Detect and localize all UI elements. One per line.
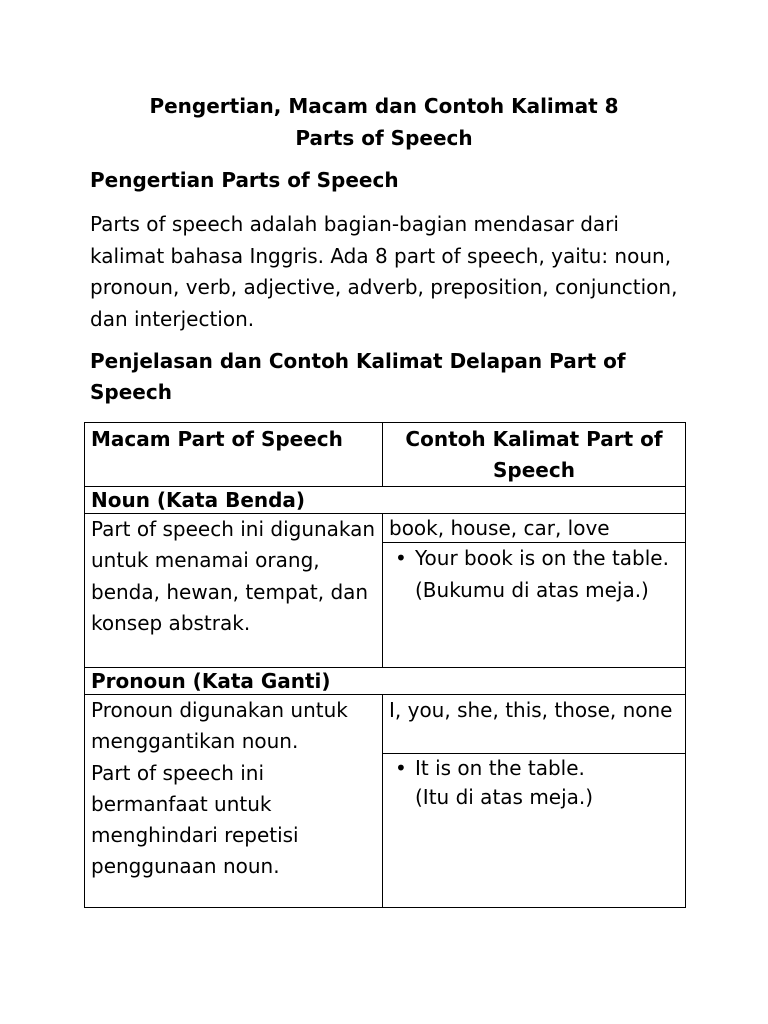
table-header-type: Macam Part of Speech bbox=[85, 423, 383, 487]
description-cell-pronoun bbox=[85, 695, 383, 908]
list-item bbox=[415, 754, 679, 812]
table-header-row bbox=[85, 423, 686, 487]
document-title-line-1: Pengertian, Macam dan Contoh Kalimat 8 bbox=[149, 94, 619, 118]
table-row bbox=[85, 514, 686, 543]
table-header-example: Contoh Kalimat Part of Speech bbox=[383, 423, 686, 487]
parts-of-speech-table bbox=[84, 422, 686, 908]
document-title bbox=[90, 90, 678, 154]
description-cell-noun: Part of speech ini digunakan untuk menamai orang, benda, hewan, tempat, dan konsep abstrak. bbox=[85, 514, 383, 668]
example-cell-noun bbox=[383, 543, 686, 668]
section-title-noun: Noun (Kata Benda) bbox=[85, 487, 686, 514]
example-translation: (Bukumu di atas meja.) bbox=[415, 577, 649, 602]
example-sentence: • Your book is on the table. bbox=[415, 546, 669, 570]
example-translation: (Itu di atas meja.) bbox=[415, 785, 594, 809]
example-list bbox=[389, 543, 679, 606]
list-item bbox=[415, 543, 679, 606]
description-line: Part of speech ini bermanfaat untuk menghindari repetisi penggunaan noun. bbox=[91, 760, 299, 879]
description-line: Pronoun digunakan untuk menggantikan noun. bbox=[91, 698, 348, 754]
section-heading-explanation: Penjelasan dan Contoh Kalimat Delapan Part of Speech bbox=[90, 349, 626, 404]
section-title-pronoun: Pronoun (Kata Ganti) bbox=[85, 668, 686, 695]
words-cell-noun: book, house, car, love bbox=[383, 514, 686, 543]
table-section-row bbox=[85, 487, 686, 514]
example-sentence: • It is on the table. bbox=[415, 756, 585, 780]
document-title-line-2: Parts of Speech bbox=[295, 126, 473, 150]
table-row bbox=[85, 695, 686, 754]
definition-paragraph: Parts of speech adalah bagian-bagian mendasar dari kalimat bahasa Inggris. Ada 8 part of speech, yaitu: noun, pronoun, verb, adjective, adverb, preposition, conjunction, dan interjection. bbox=[90, 212, 678, 331]
example-cell-pronoun bbox=[383, 754, 686, 908]
words-cell-pronoun: I, you, she, this, those, none bbox=[383, 695, 686, 754]
table-section-row bbox=[85, 668, 686, 695]
example-list bbox=[389, 754, 679, 812]
section-heading-definition: Pengertian Parts of Speech bbox=[90, 168, 399, 192]
